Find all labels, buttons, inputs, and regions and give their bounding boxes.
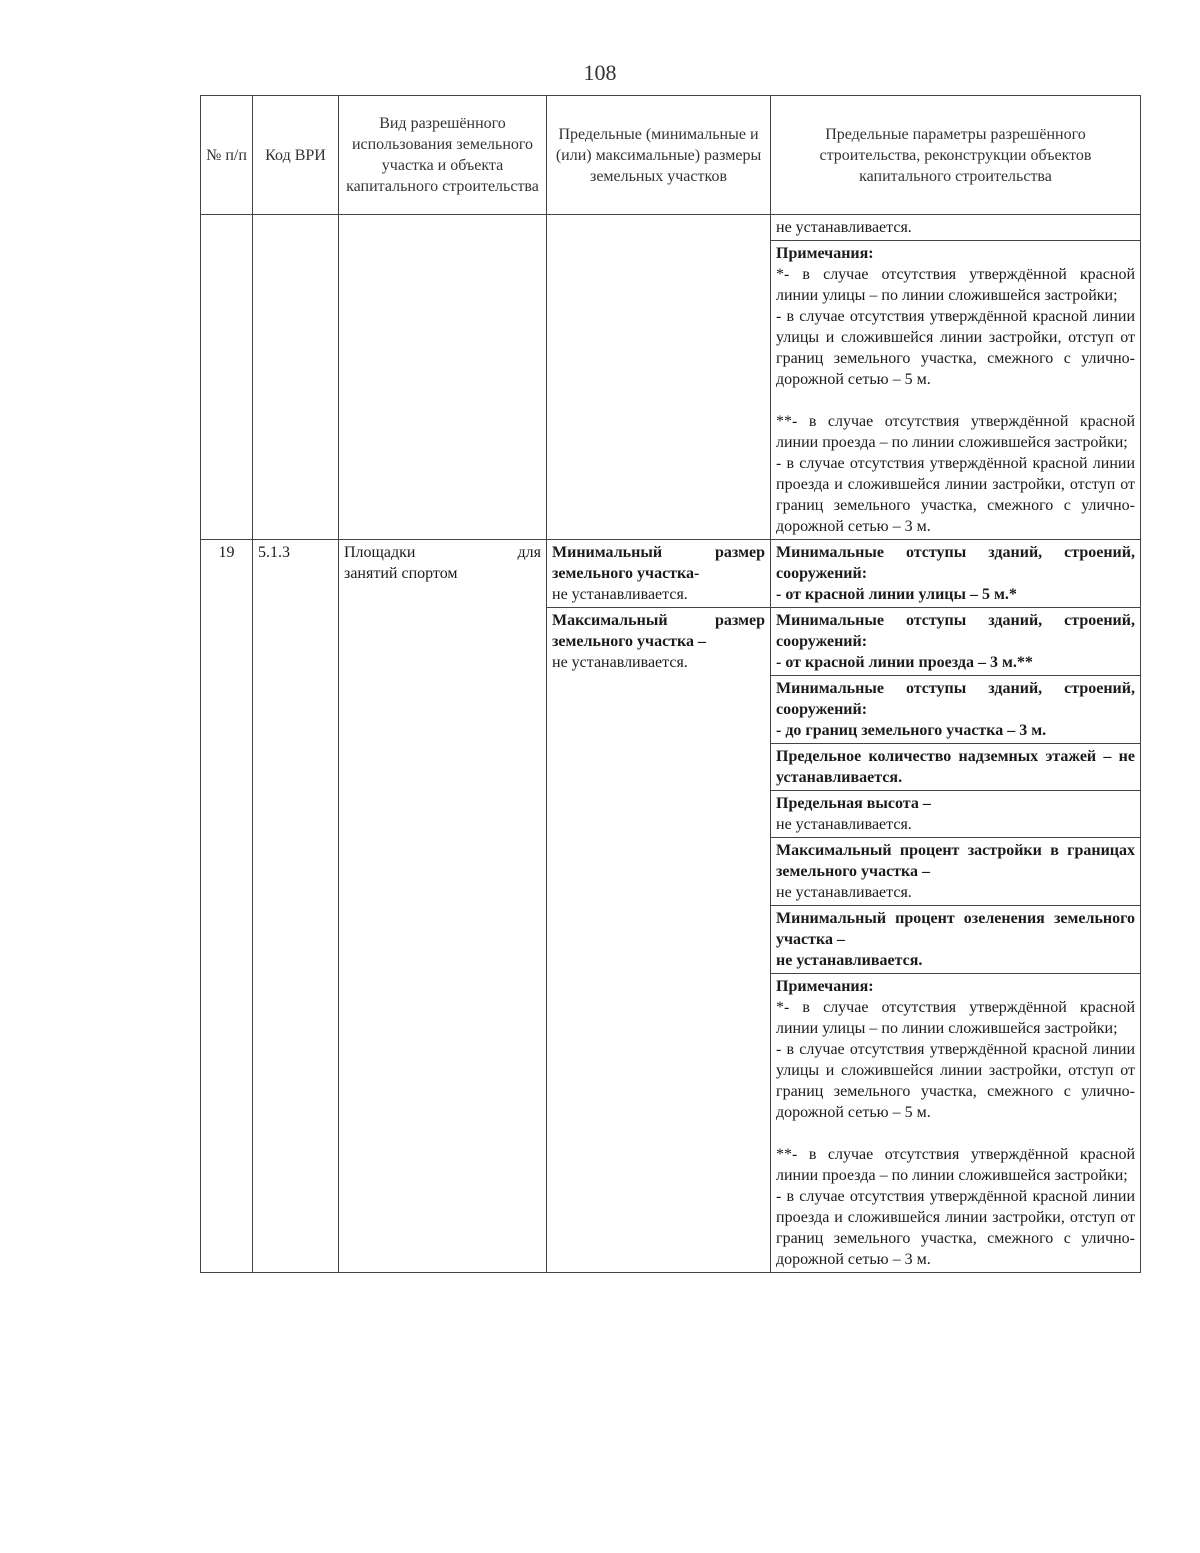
note-item: *- в случае отсутствия утверждённой красной линии улицы – по линии сложившейся застройки;: [776, 266, 1135, 304]
vri-word: Площадки: [344, 544, 416, 561]
param-title: Минимальный процент озеленения земельного участка –: [776, 910, 1135, 948]
row-vri: [339, 540, 547, 1273]
param-title: Минимальные отступы зданий, строений, сооружений:: [776, 612, 1135, 650]
param-cell: [771, 791, 1141, 838]
note-item: **- в случае отсутствия утверждённой красной линии проезда – по линии сложившейся застройки;: [776, 413, 1135, 451]
min-size-title: Минимальный размер земельного участка-: [552, 544, 765, 582]
param-value: не устанавливается.: [776, 884, 912, 901]
max-size-cell: [547, 608, 771, 1273]
param-cell: [771, 744, 1141, 791]
table-row-continued: [201, 215, 1141, 241]
param-cell: [771, 906, 1141, 974]
notes-cell: [771, 241, 1141, 540]
vri-rest: занятий спортом: [344, 565, 458, 582]
row-number: 19: [201, 540, 253, 1273]
note-item: - в случае отсутствия утверждённой красной линии улицы и сложившейся линии застройки, отступ от границ земельного участка, смежного с улично-дорожной сетью – 5 м.: [776, 1041, 1135, 1121]
param-value: - от красной линии проезда – 3 м.**: [776, 654, 1033, 671]
param-value: - до границ земельного участка – 3 м.: [776, 722, 1047, 739]
max-size-value: не устанавливается.: [552, 654, 688, 671]
notes-title: Примечания:: [776, 245, 874, 262]
param-value: не устанавливается.: [776, 952, 923, 969]
param-cell: [771, 608, 1141, 676]
notes-cell: [771, 974, 1141, 1273]
max-size-title: Максимальный размер земельного участка –: [552, 612, 765, 650]
page-number: 108: [583, 60, 617, 85]
note-item: - в случае отсутствия утверждённой красной линии проезда и сложившейся линии застройки, отступ от границ земельного участка, смежного с улично-дорожной сетью – 3 м.: [776, 455, 1135, 535]
param-title: Предельное количество надземных этажей – не устанавливается.: [776, 748, 1135, 786]
note-item: - в случае отсутствия утверждённой красной линии улицы и сложившейся линии застройки, отступ от границ земельного участка, смежного с улично-дорожной сетью – 5 м.: [776, 308, 1135, 388]
param-title: Максимальный процент застройки в границах земельного участка –: [776, 842, 1135, 880]
table-row: [201, 540, 1141, 608]
param-cell: [771, 540, 1141, 608]
table-header-row: [201, 96, 1141, 215]
min-size-cell: [547, 540, 771, 608]
param-title: Минимальные отступы зданий, строений, сооружений:: [776, 544, 1135, 582]
header-vri: Вид разрешённого использования земельного участка и объекта капитального строительства: [339, 96, 547, 215]
param-cell: [771, 838, 1141, 906]
param-tail: не устанавливается.: [771, 215, 1141, 241]
param-title: Минимальные отступы зданий, строений, сооружений:: [776, 680, 1135, 718]
param-title: Предельная высота –: [776, 795, 931, 812]
param-value: не устанавливается.: [776, 816, 912, 833]
vri-word: для: [517, 544, 541, 561]
regulations-table: [200, 95, 1141, 1273]
header-params: Предельные параметры разрешённого строительства, реконструкции объектов капитального строительства: [771, 96, 1141, 215]
row-code: 5.1.3: [253, 540, 339, 1273]
header-size: Предельные (минимальные и (или) максимальные) размеры земельных участков: [547, 96, 771, 215]
header-code: Код ВРИ: [253, 96, 339, 215]
note-item: **- в случае отсутствия утверждённой красной линии проезда – по линии сложившейся застройки;: [776, 1146, 1135, 1184]
note-item: - в случае отсутствия утверждённой красной линии проезда и сложившейся линии застройки, отступ от границ земельного участка, смежного с улично-дорожной сетью – 3 м.: [776, 1188, 1135, 1268]
param-value: - от красной линии улицы – 5 м.*: [776, 586, 1017, 603]
param-cell: [771, 676, 1141, 744]
min-size-value: не устанавливается.: [552, 586, 688, 603]
header-num: № п/п: [201, 96, 253, 215]
note-item: *- в случае отсутствия утверждённой красной линии улицы – по линии сложившейся застройки;: [776, 999, 1135, 1037]
notes-title: Примечания:: [776, 978, 874, 995]
